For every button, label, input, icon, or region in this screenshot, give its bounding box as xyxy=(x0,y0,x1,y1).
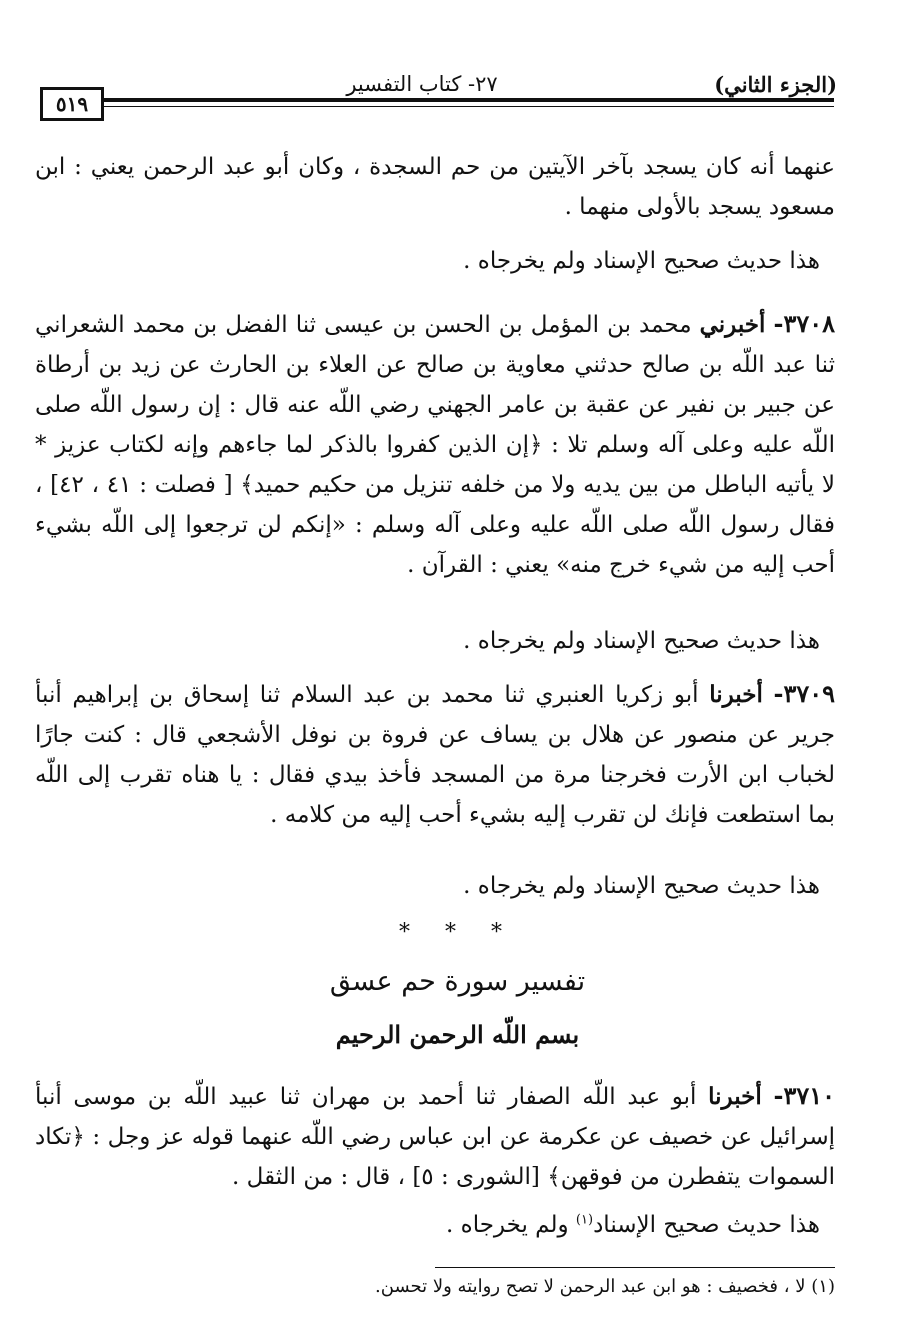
hadith-number: ٣٧٠٩- xyxy=(773,679,836,708)
hadith-lead: أخبرني xyxy=(699,311,766,338)
hadith-text: محمد بن المؤمل بن الحسن بن عيسى ثنا الفضل بن محمد الشعراني ثنا عبد اللّه بن صالح حدثني معاوية بن صالح عن العلاء بن الحارث عن زيد بن أرطاة عن جبير بن نفير عن عقبة بن عامر الجهني رضي اللّه عنه قال : إن رسول اللّه صلى اللّه عليه وعلى آله وسلم تلا : ﴿إن الذين كفروا بالذكر لما جاءهم وإنه لكتاب عزيز * لا يأتيه الباطل من بين يديه ولا من خلفه تنزيل من حكيم حميد﴾ [ فصلت : ٤١ ، ٤٢] ، فقال رسول اللّه صلى اللّه عليه وعلى آله وسلم : «إنكم لن ترجعوا إلى اللّه بشيء أحب إليه من شيء خرج منه» يعني : القرآن . xyxy=(35,312,835,578)
hadith-text: أبو عبد اللّه الصفار ثنا أحمد بن مهران ثنا عبيد اللّه بن موسى أنبأ إسرائيل عن خصيف عن عكرمة عن ابن عباس رضي اللّه عنهما قوله عز وجل : ﴿تكاد السموات يتفطرن من فوقهن﴾ [الشورى : ٥] ، قال : من الثقل . xyxy=(35,1084,835,1190)
hadith-text: أبو زكريا العنبري ثنا محمد بن عبد السلام ثنا إسحاق بن إبراهيم أنبأ جرير عن منصور عن هلال بن يساف عن فروة بن نوفل الأشجعي قال : كنت جارًا لخباب ابن الأرت فخرجنا مرة من المسجد فأخذ بيدي فقال : يا هناه تقرب إلى اللّه بما استطعت فإنك لن تقرب إليه بشيء أحب إليه من كلامه . xyxy=(35,682,835,828)
chapter-title: ٢٧- كتاب التفسير xyxy=(346,72,498,96)
sahih-note: هذا حديث صحيح الإسناد ولم يخرجاه . xyxy=(463,873,820,899)
sahih-text: هذا حديث صحيح الإسناد xyxy=(593,1212,820,1238)
section-separator: * * * xyxy=(399,920,516,945)
sahih-text-end: ولم يخرجاه . xyxy=(446,1212,576,1238)
header-rule-thick xyxy=(104,98,834,102)
hadith-number: ٣٧١٠- xyxy=(773,1081,836,1110)
sahih-note: هذا حديث صحيح الإسناد ولم يخرجاه . xyxy=(463,248,820,274)
footnote-rule xyxy=(435,1267,835,1268)
hadith-number: ٣٧٠٨- xyxy=(773,309,835,338)
hadith-lead: أخبرنا xyxy=(708,1083,762,1110)
hadith-3709 xyxy=(35,674,835,835)
header-rule-thin xyxy=(104,106,834,107)
basmala: بسم اللّه الرحمن الرحيم xyxy=(335,1020,580,1049)
footnote-reference: (١) xyxy=(575,1212,594,1228)
hadith-3708 xyxy=(35,304,835,585)
sahih-note: هذا حديث صحيح الإسناد ولم يخرجاه . xyxy=(463,628,820,654)
footnote: (١) لا ، فخصيف : هو ابن عبد الرحمن لا تصح روايته ولا تحسن. xyxy=(375,1276,835,1297)
volume-label: (الجزء الثاني) xyxy=(714,72,837,97)
hadith-lead: أخبرنا xyxy=(709,681,763,708)
page-number-box: ٥١٩ xyxy=(40,87,104,121)
sahih-note xyxy=(446,1212,820,1238)
paragraph-continuation: عنهما أنه كان يسجد بآخر الآيتين من حم السجدة ، وكان أبو عبد الرحمن يعني : ابن مسعود يسجد بالأولى منهما . xyxy=(35,154,835,220)
sura-heading: تفسير سورة حم عسق xyxy=(329,966,586,997)
hadith-3710 xyxy=(35,1076,835,1197)
